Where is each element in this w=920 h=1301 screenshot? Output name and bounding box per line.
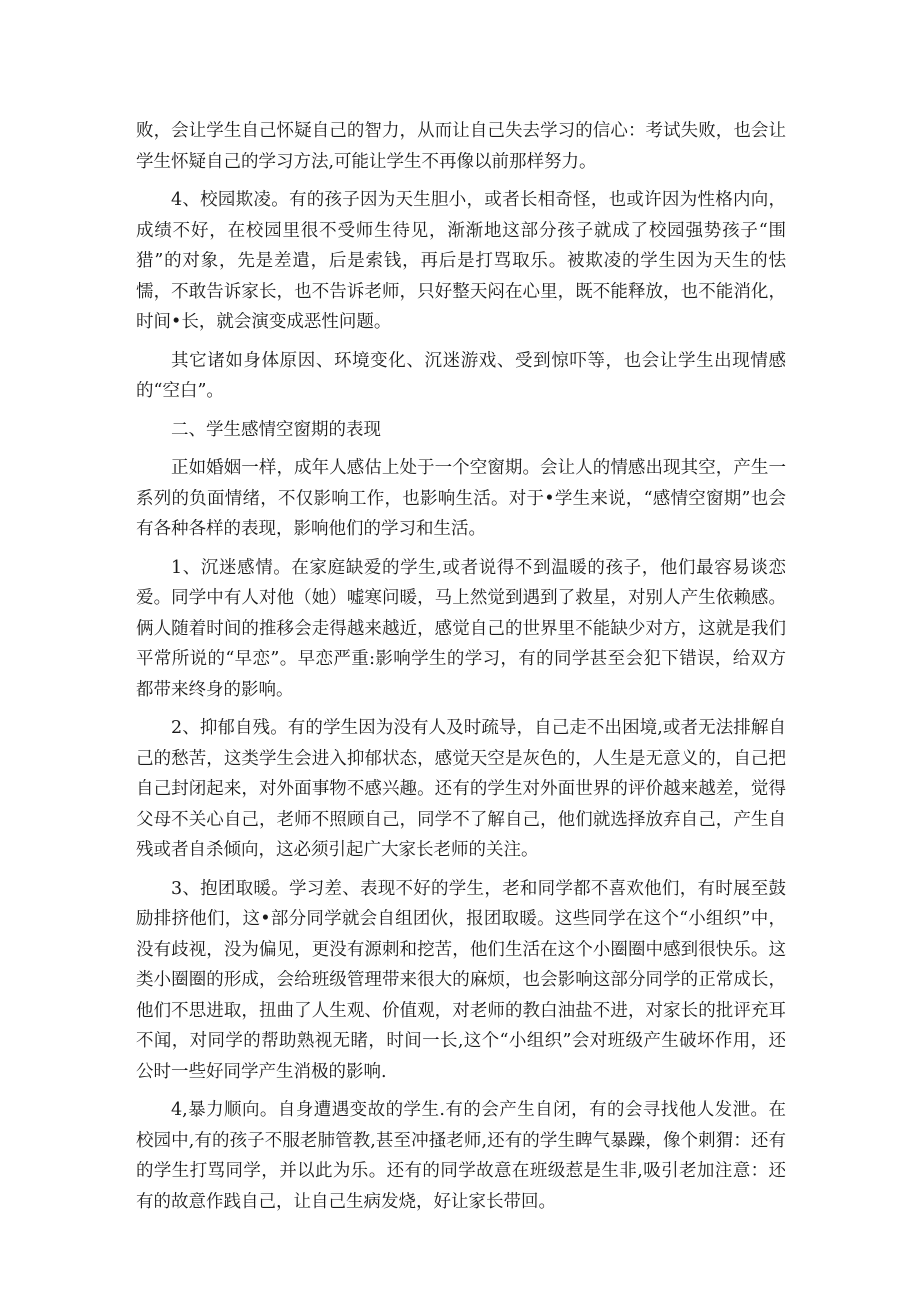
paragraph-continuation: 败，会让学生自己怀疑自己的智力，从而让自己失去学习的信心：考试失败，也会让学生怀疑自己的学习方法,可能让学生不再像以前那样努力。 <box>136 121 786 172</box>
document-page <box>136 116 786 1225</box>
paragraph-item-4: 4,暴力顺向。自身遭遇变故的学生.有的会产生自闭，有的会寻找他人发泄。在校园中,有的孩子不服老肺管教,甚至冲搔老师,还有的学生睥气暴躁，像个刺猬：还有的学生打骂同学，并以此为乐。还有的同学故意在班级惹是生非,吸引老加注意：还有的故意作践自己，让自己生病发烧，好让家长带回。 <box>136 1100 786 1212</box>
section-heading: 二、学生感情空窗期的表现 <box>171 419 381 440</box>
paragraph-school-bullying: 4、校园欺凌。有的孩子因为天生胆小，或者长相奇怪，也或许因为性格内向，成绩不好，在校园里很不受师生待见，渐渐地这部分孩子就成了校园强势孩子“围猎”的对象，先是差遣，后是索钱，再后是打骂取乐。被欺凌的学生因为天生的怯懦，不敢告诉家长，也不告诉老师，只好整天闷在心里，既不能释放，也不能消化，时间•长，就会演变成恶性问题。 <box>136 190 786 332</box>
paragraph-item-2: 2、抑郁自残。有的学生因为没有人及时疏导，自己走不出困境,或者无法排解自己的愁苦，这类学生会进入抑郁状态，感觉天空是灰色的，人生是无意义的，自己把自己封闭起来，对外面事物不感兴趣。还有的学生对外面世界的评价越来越差，觉得父母不关心自己，老师不照顾自己，同学不了解自己，他们就选择放弃自己，产生自残或者自杀倾向，这必须引起广大家长老师的关注。 <box>136 718 786 860</box>
paragraph-other-causes: 其它诸如身体原因、环境变化、沉迷游戏、受到惊吓等，也会让学生出现情感的“空白”。 <box>136 350 786 401</box>
paragraph-intro: 正如婚姻一样，成年人感估上处于一个空窗期。会让人的情感出现其空，产生一系列的负面情绪，不仅影响工作，也影响生活。对于•学生来说，“感情空窗期”也会有各种各样的表现，影响他们的学习和生活。 <box>136 458 786 539</box>
paragraph-item-1: 1、沉迷感情。在家庭缺爱的学生,或者说得不到温暖的孩子，他们最容易谈恋爱。同学中有人对他（她）嘘寒问暖，马上然觉到遇到了救星，对别人产生依赖感。俩人随着时间的推移会走得越来越近，感觉自己的世界里不能缺少对方，这就是我们平常所说的“早恋”。早恋严重:影响学生的学习，有的同学甚至会犯下错误，给双方都带来终身的影响。 <box>136 557 786 700</box>
paragraph-item-3: 3、抱团取暖。学习差、表现不好的学生，老和同学都不喜欢他们，有时展至鼓励排挤他们，这•部分同学就会自组团伙，报团取暖。这些同学在这个“小组织”中，没有歧视，没为偏见，更没有源刺和挖苦，他们生活在这个小圈圈中感到很快乐。这类小圈圈的形成，会给班级管理带来很大的麻烦，也会影响这部分同学的正常成长，他们不思进取，扭曲了人生观、价值观，对老师的教白油盐不进，对家长的批评充耳不闻，对同学的帮助熟视无睹，时间一长,这个“小组织”会对班级产生破坏作用，还公时一些好同学产生消极的影响. <box>136 878 786 1082</box>
